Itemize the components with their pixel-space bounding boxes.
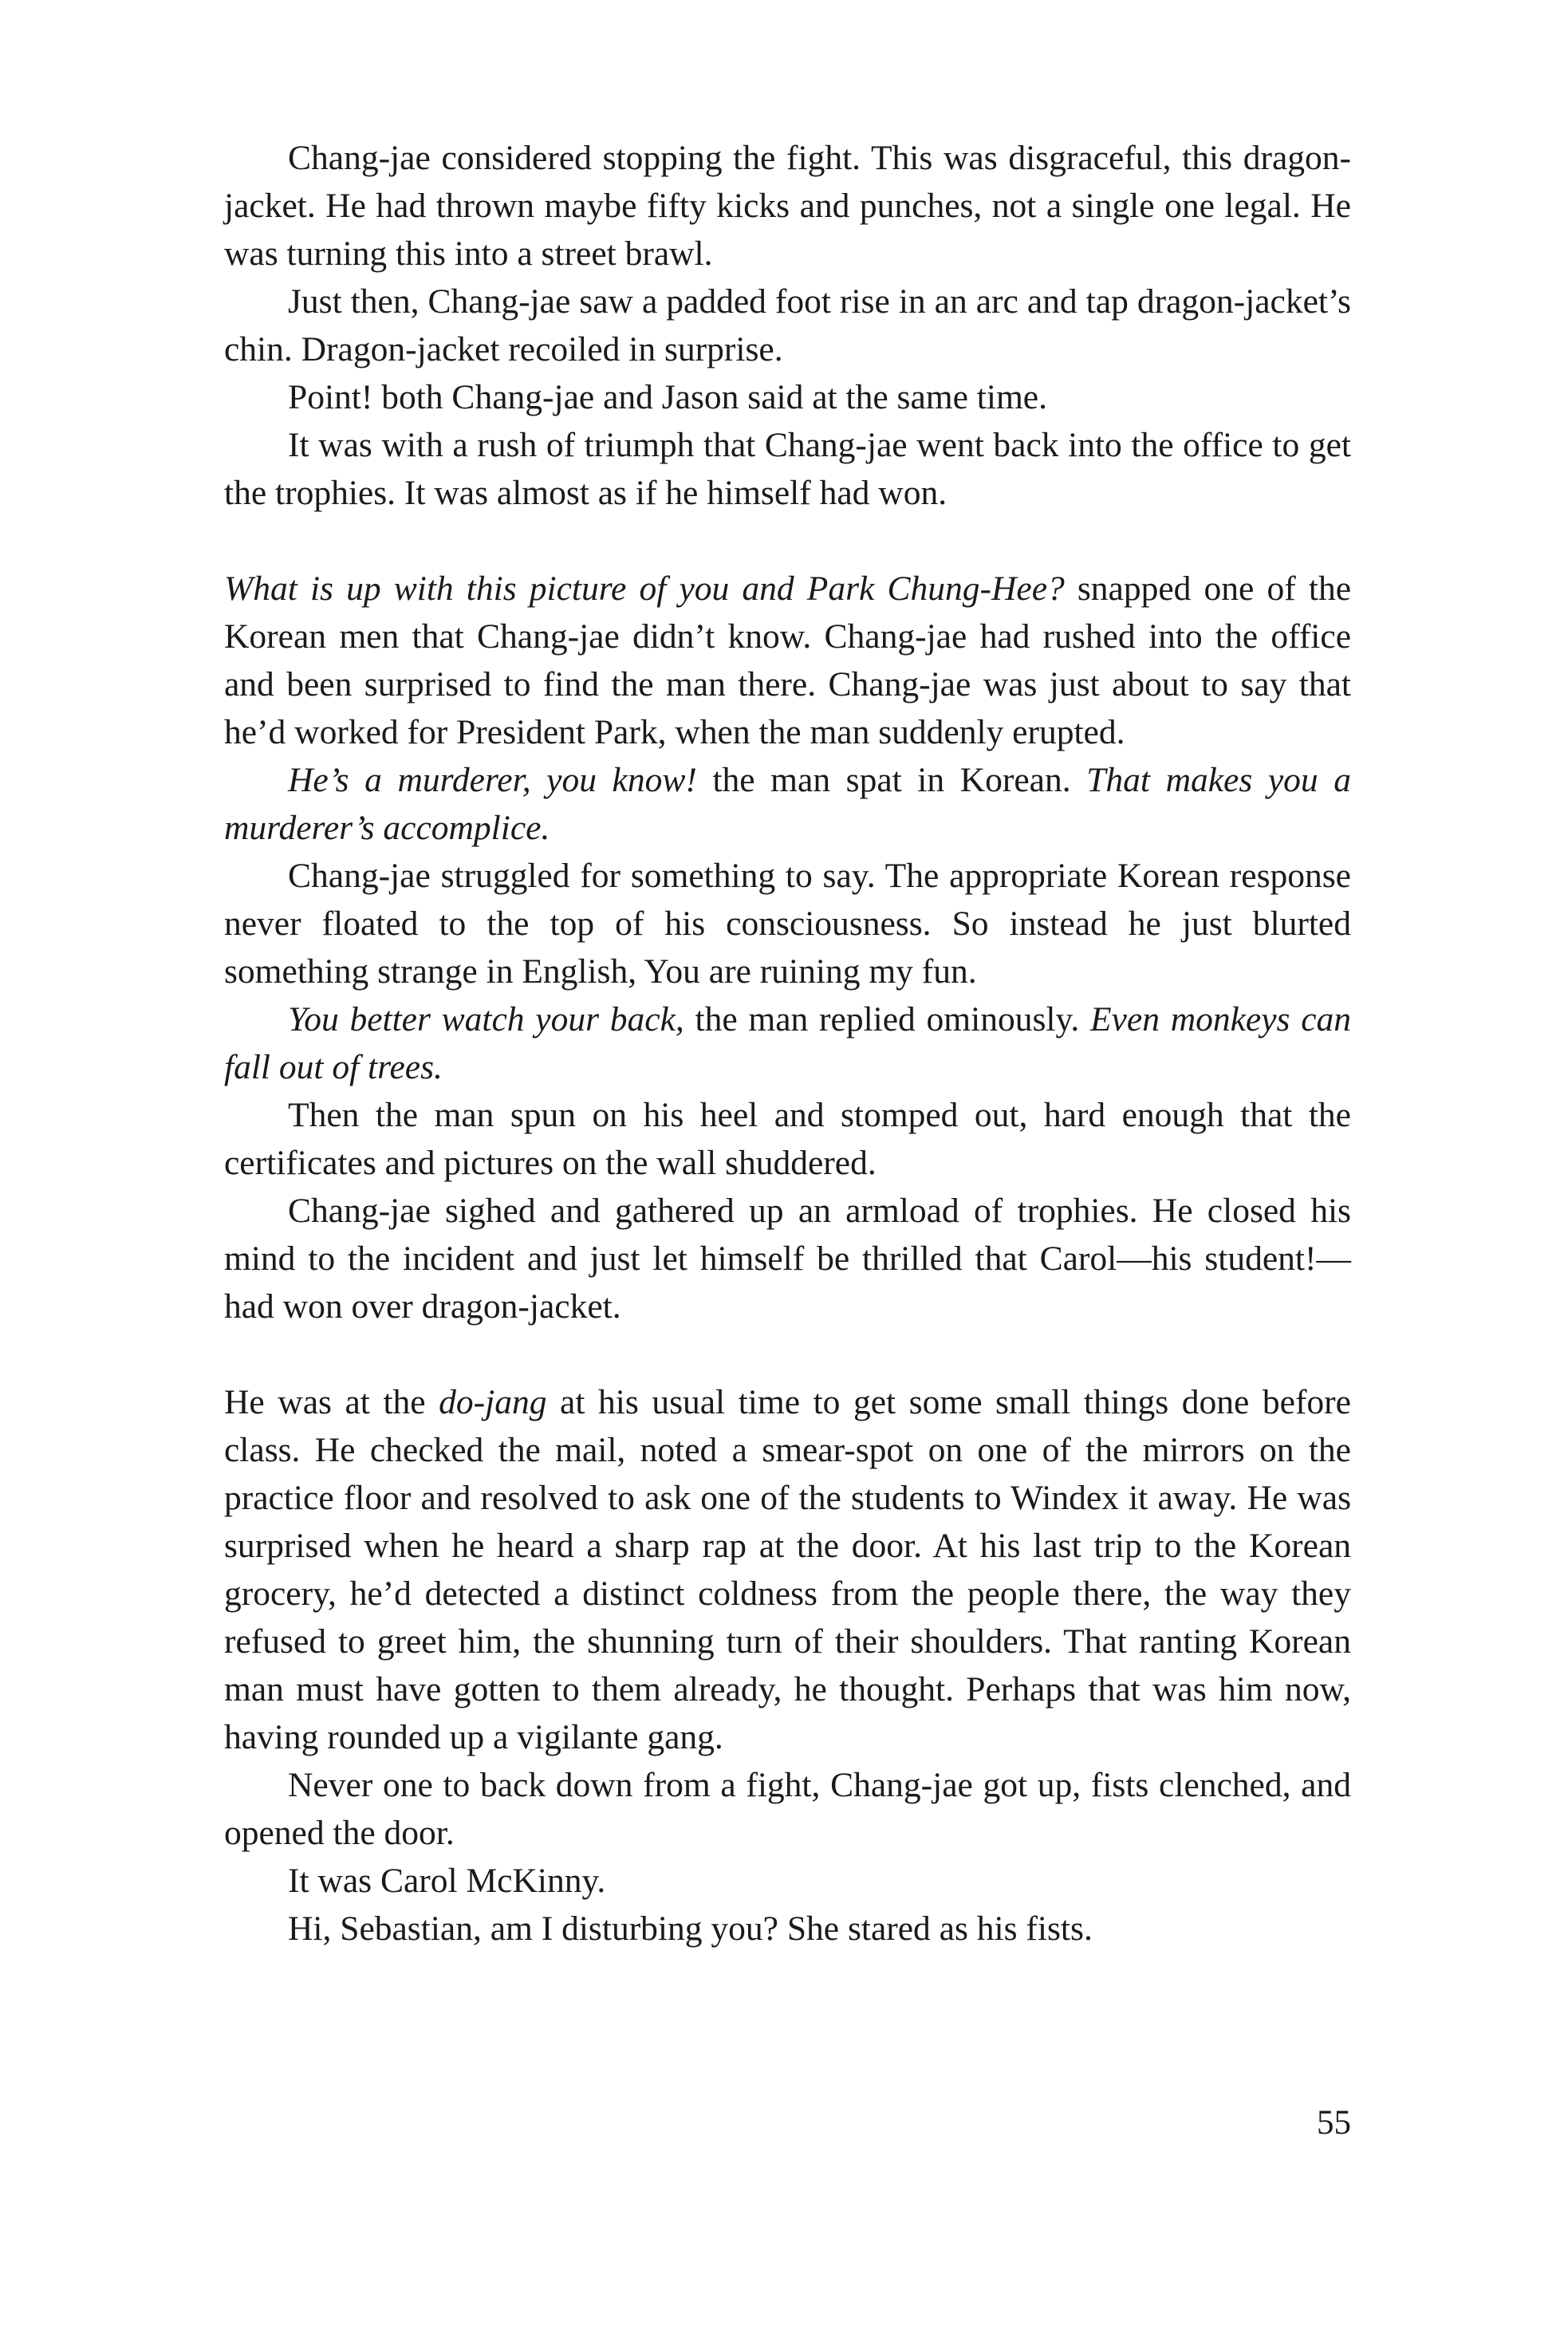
italic-text: do-jang [439, 1383, 547, 1421]
text-run: Never one to back down from a fight, Chang-jae got up, fists clenched, and opened the door. [224, 1766, 1351, 1852]
paragraph [224, 421, 1351, 517]
paragraph [224, 1091, 1351, 1187]
text-run: Hi, Sebastian, am I disturbing you? She stared as his fists. [288, 1909, 1093, 1948]
italic-text: What is up with this picture of you and Park Chung-Hee? [224, 569, 1065, 608]
text-run: It was with a rush of triumph that Chang-jae went back into the office to get the trophies. It was almost as if he himself had won. [224, 426, 1351, 512]
text-run: Chang-jae struggled for something to say. The appropriate Korean response never floated to the top of his consciousness. So instead he just blurted something strange in English, You are ruining my fun. [224, 857, 1351, 991]
paragraph [224, 134, 1351, 278]
text-run: Chang-jae sighed and gathered up an armload of trophies. He closed his mind to the incident and just let himself be thrilled that Carol—his student!—had won over dragon-jacket. [224, 1192, 1351, 1326]
text-run: Just then, Chang-jae saw a padded foot rise in an arc and tap dragon-jacket’s chin. Dragon-jacket recoiled in surprise. [224, 282, 1351, 368]
text-run: It was Carol McKinny. [288, 1862, 606, 1900]
text-run: at his usual time to get some small things done before class. He checked the mail, noted a smear-spot on one of the mirrors on the practice floor and resolved to ask one of the students to Windex it away. He was surprised when he heard a sharp rap at the door. At his last trip to the Korean grocery, he’d detected a distinct coldness from the people there, the way they refused to greet him, the shunning turn of their shoulders. That ranting Korean man must have gotten to them already, he thought. Perhaps that was him now, having rounded up a vigilante gang. [224, 1383, 1351, 1756]
italic-text: He’s a murderer, you know! [288, 761, 697, 799]
body-text [224, 134, 1351, 1953]
paragraph [224, 1905, 1351, 1953]
text-run: He was at the [224, 1383, 439, 1421]
paragraph [224, 278, 1351, 373]
paragraph [224, 373, 1351, 421]
paragraph [224, 1378, 1351, 1761]
section-break [224, 1330, 1351, 1378]
page-number: 55 [1317, 2104, 1351, 2142]
text-run: Point! both Chang-jae and Jason said at the same time. [288, 378, 1047, 416]
text-run: Chang-jae considered stopping the fight. This was disgraceful, this dragon-jacket. He had thrown maybe fifty kicks and punches, not a single one legal. He was turning this into a street brawl. [224, 139, 1351, 273]
paragraph [224, 852, 1351, 995]
italic-text: Even monkeys can fall out of trees. [224, 1000, 1352, 1086]
text-run: snapped one of the Korean men that Chang-jae didn’t know. Chang-jae had rushed into the office and been surprised to find the man there. Chang-jae was just about to say that he’d worked for President Park, when the man suddenly erupted. [224, 569, 1351, 751]
italic-text: That makes you a murderer’s accomplice. [224, 761, 1351, 847]
paragraph [224, 995, 1351, 1091]
paragraph [224, 756, 1351, 852]
italic-text: You better watch your back, [288, 1000, 684, 1038]
text-run: the man replied ominously. [684, 1000, 1091, 1038]
paragraph [224, 1761, 1351, 1857]
text-run: Then the man spun on his heel and stomped out, hard enough that the certificates and pictures on the wall shuddered. [224, 1096, 1351, 1182]
text-run: the man spat in Korean. [696, 761, 1087, 799]
paragraph [224, 565, 1351, 756]
paragraph [224, 1187, 1351, 1330]
section-break [224, 517, 1351, 565]
paragraph [224, 1857, 1351, 1905]
